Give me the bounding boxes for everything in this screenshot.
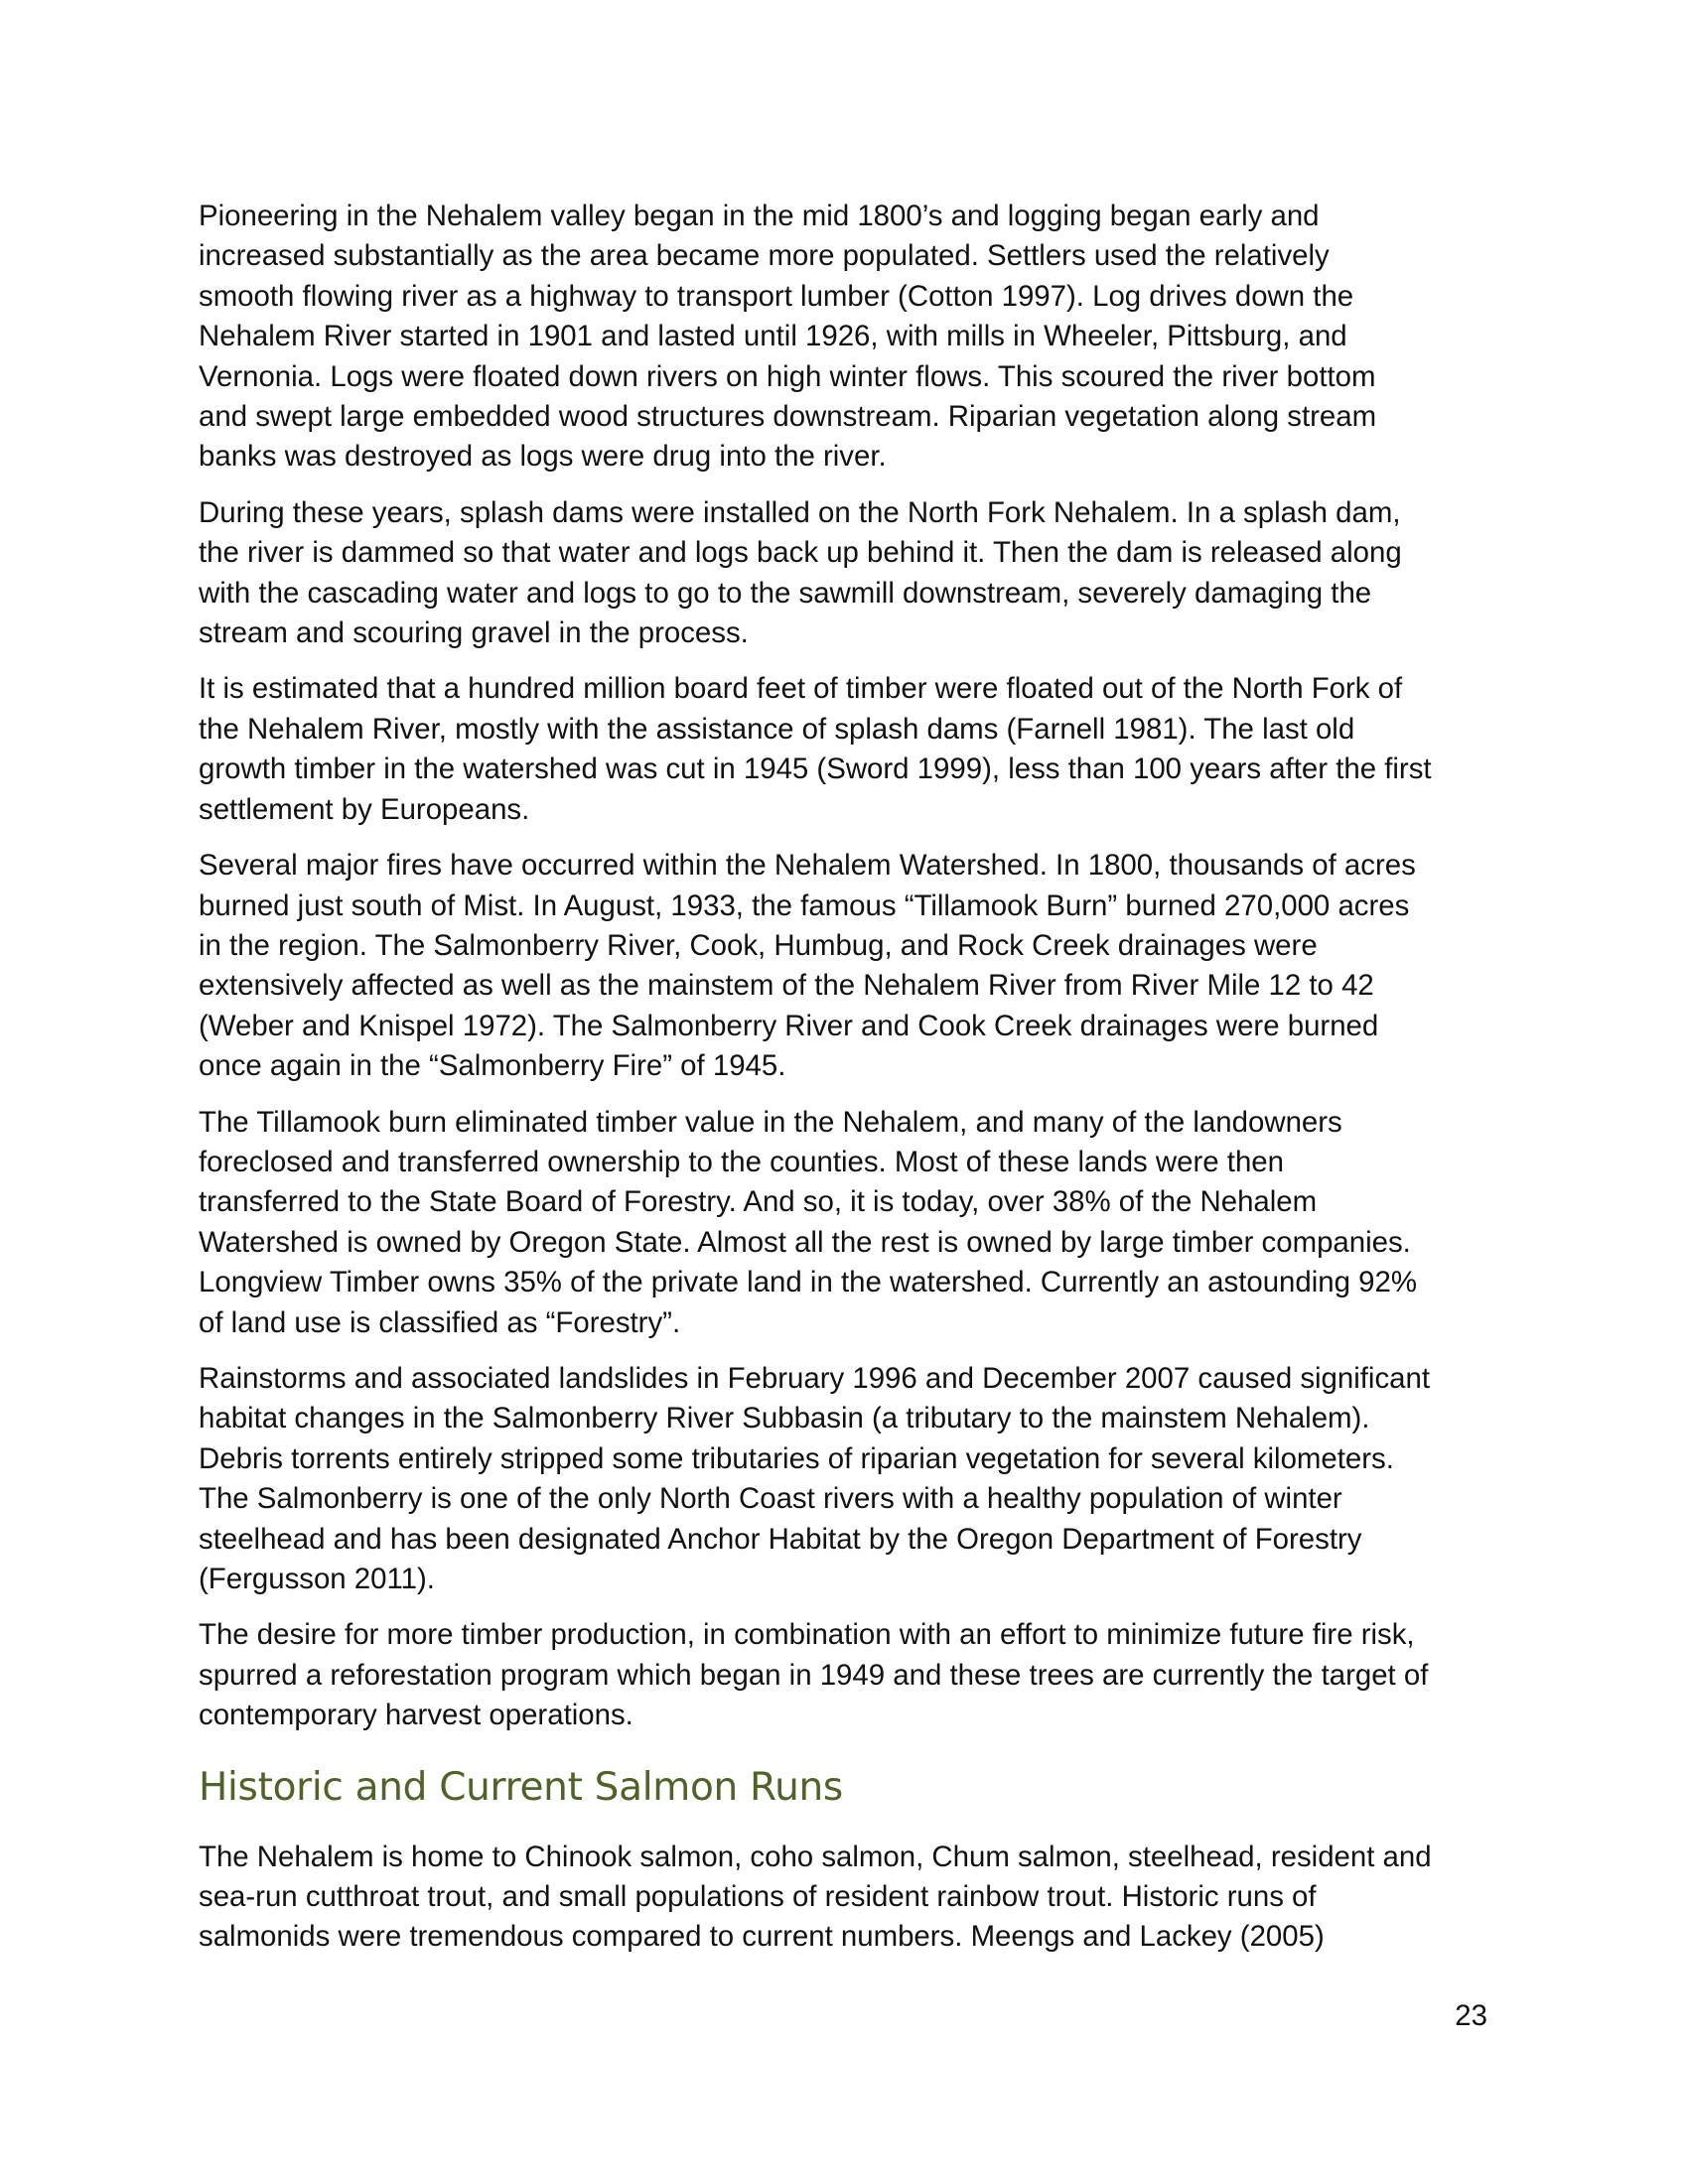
text-line: burned just south of Mist. In August, 1933, the famous “Tillamook Burn” burned 270,000 acres (199, 888, 1410, 922)
text-line: contemporary harvest operations. (199, 1699, 633, 1732)
paragraph-board-feet (199, 669, 1489, 830)
paragraph-salmon-runs (199, 1838, 1489, 1958)
text-line: extensively affected as well as the mainstem of the Nehalem River from River Mile 12 to 42 (199, 969, 1374, 1003)
text-line: smooth flowing river as a highway to transport lumber (Cotton 1997). Log drives down the (199, 279, 1354, 313)
paragraph-reforestation (199, 1615, 1489, 1735)
text-line: in the region. The Salmonberry River, Cook, Humbug, and Rock Creek drainages were (199, 928, 1318, 962)
text-line: growth timber in the watershed was cut in 1945 (Sword 1999), less than 100 years after the first (199, 752, 1432, 786)
text-line: Longview Timber owns 35% of the private land in the watershed. Currently an astounding 92% (199, 1266, 1417, 1299)
text-line: once again in the “Salmonberry Fire” of 1945. (199, 1049, 786, 1083)
text-line: spurred a reforestation program which began in 1949 and these trees are currently the target of (199, 1658, 1429, 1692)
paragraph-rainstorms (199, 1359, 1489, 1599)
page-number: 23 (1455, 1999, 1487, 2032)
text-line: habitat changes in the Salmonberry River Subbasin (a tributary to the mainstem Nehalem). (199, 1402, 1370, 1435)
text-line: banks was destroyed as logs were drug into the river. (199, 440, 887, 474)
text-line: The desire for more timber production, in combination with an effort to minimize future fire risk, (199, 1618, 1415, 1652)
paragraph-fires (199, 846, 1489, 1086)
text-line: stream and scouring gravel in the process. (199, 616, 749, 650)
text-line: Rainstorms and associated landslides in February 1996 and December 2007 caused significant (199, 1361, 1431, 1395)
text-line: During these years, splash dams were installed on the North Fork Nehalem. In a splash dam, (199, 495, 1401, 529)
section-heading: Historic and Current Salmon Runs (199, 1764, 843, 1810)
text-line: transferred to the State Board of Forestry. And so, it is today, over 38% of the Nehalem (199, 1185, 1318, 1219)
text-line: Debris torrents entirely stripped some tributaries of riparian vegetation for several kilometers. (199, 1441, 1394, 1475)
text-line: the river is dammed so that water and logs back up behind it. Then the dam is released along (199, 536, 1402, 570)
text-line: Several major fires have occurred within the Nehalem Watershed. In 1800, thousands of acres (199, 849, 1416, 883)
text-line: salmonids were tremendous compared to current numbers. Meengs and Lackey (2005) (199, 1920, 1325, 1954)
text-line: foreclosed and transferred ownership to the counties. Most of these lands were then (199, 1145, 1284, 1178)
paragraph-pioneering (199, 197, 1489, 478)
text-line: Vernonia. Logs were floated down rivers on high winter flows. This scoured the river bottom (199, 359, 1376, 393)
text-line: Nehalem River started in 1901 and lasted until 1926, with mills in Wheeler, Pittsburg, and (199, 320, 1347, 353)
text-line: The Salmonberry is one of the only North Coast rivers with a healthy population of winter (199, 1482, 1342, 1516)
text-line: steelhead and has been designated Anchor Habitat by the Oregon Department of Forestry (199, 1522, 1362, 1556)
text-line: The Nehalem is home to Chinook salmon, coho salmon, Chum salmon, steelhead, resident and (199, 1840, 1432, 1873)
paragraph-tillamook-burn (199, 1103, 1489, 1343)
text-line: of land use is classified as “Forestry”. (199, 1305, 681, 1339)
text-line: Watershed is owned by Oregon State. Almost all the rest is owned by large timber companies. (199, 1225, 1411, 1259)
text-line: (Weber and Knispel 1972). The Salmonberry River and Cook Creek drainages were burned (199, 1009, 1379, 1042)
text-line: with the cascading water and logs to go to the sawmill downstream, severely damaging the (199, 576, 1372, 610)
paragraph-splash-dams (199, 493, 1489, 654)
text-line: The Tillamook burn eliminated timber value in the Nehalem, and many of the landowners (199, 1105, 1342, 1139)
text-line: (Fergusson 2011). (199, 1563, 435, 1595)
text-line: increased substantially as the area became more populated. Settlers used the relatively (199, 239, 1330, 273)
text-line: Pioneering in the Nehalem valley began in the mid 1800’s and logging began early and (199, 200, 1320, 232)
text-line: and swept large embedded wood structures downstream. Riparian vegetation along stream (199, 400, 1377, 434)
page-content (199, 197, 1489, 1974)
text-line: sea-run cutthroat trout, and small populations of resident rainbow trout. Historic runs of (199, 1880, 1317, 1914)
text-line: the Nehalem River, mostly with the assistance of splash dams (Farnell 1981). The last old (199, 712, 1355, 746)
text-line: settlement by Europeans. (199, 792, 530, 826)
text-line: It is estimated that a hundred million board feet of timber were floated out of the North Fork of (199, 672, 1403, 706)
